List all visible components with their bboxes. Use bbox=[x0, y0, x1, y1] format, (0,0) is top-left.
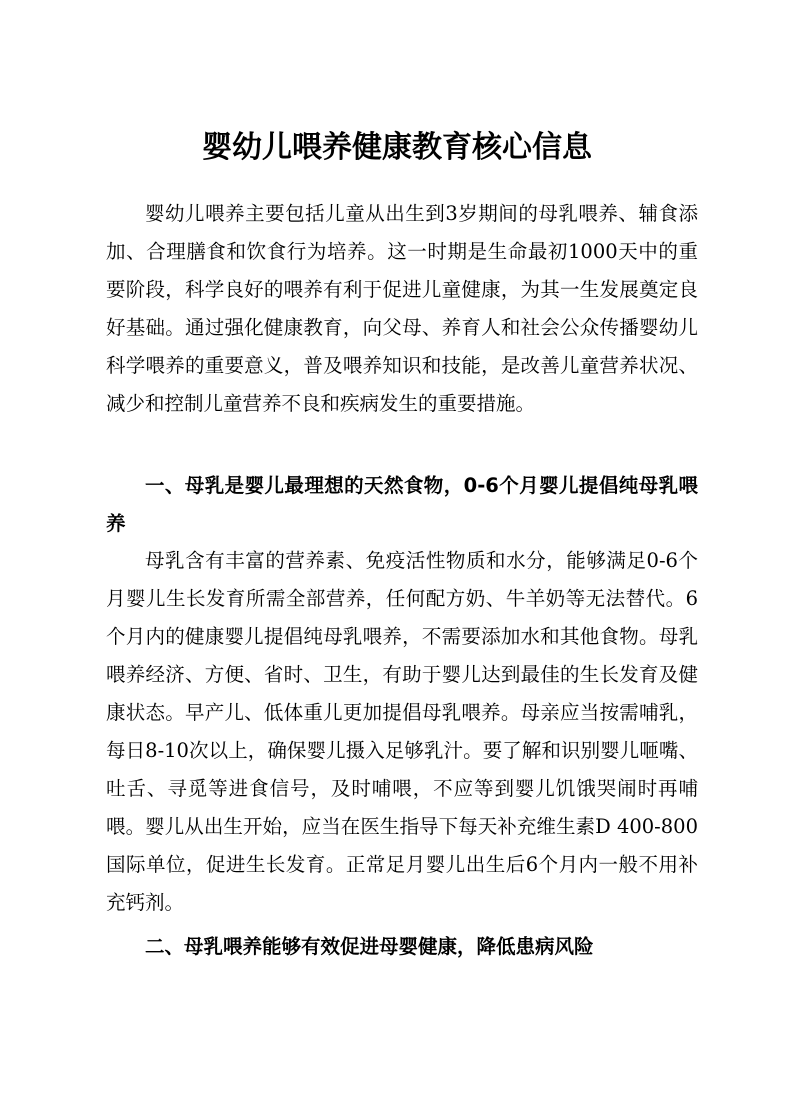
document-title: 婴幼儿喂养健康教育核心信息 bbox=[202, 130, 592, 165]
intro-paragraph: 婴幼儿喂养主要包括儿童从出生到3岁期间的母乳喂养、辅食添加、合理膳食和饮食行为培养。这一时期是生命最初1000天中的重要阶段，科学良好的喂养有利于促进儿童健康，为其一生发展奠定良好基础。通过强化健康教育，向父母、养育人和社会公众传播婴幼儿科学喂养的重要意义，普及喂养知识和技能，是改善儿童营养状况、减少和控制儿童营养不良和疾病发生的重要措施。 bbox=[106, 202, 698, 415]
section-1-heading: 一、母乳是婴儿最理想的天然食物，0-6个月婴儿提倡纯母乳喂养 bbox=[106, 474, 698, 535]
section-1-paragraph: 母乳含有丰富的营养素、免疫活性物质和水分，能够满足0-6个月婴儿生长发育所需全部营养，任何配方奶、牛羊奶等无法替代。6个月内的健康婴儿提倡纯母乳喂养，不需要添加水和其他食物。母乳喂养经济、方便、省时、卫生，有助于婴儿达到最佳的生长发育及健康状态。早产儿、低体重儿更加提倡母乳喂养。母亲应当按需哺乳，每日8-10次以上，确保婴儿摄入足够乳汁。要了解和识别婴儿咂嘴、吐舌、寻觅等进食信号，及时哺喂，不应等到婴儿饥饿哭闹时再哺喂。婴儿从出生开始，应当在医生指导下每天补充维生素D 400-800国际单位，促进生长发育。正常足月婴儿出生后6个月内一般不用补充钙剂。 bbox=[106, 549, 698, 914]
section-2-heading: 二、母乳喂养能够有效促进母婴健康，降低患病风险 bbox=[145, 935, 594, 958]
